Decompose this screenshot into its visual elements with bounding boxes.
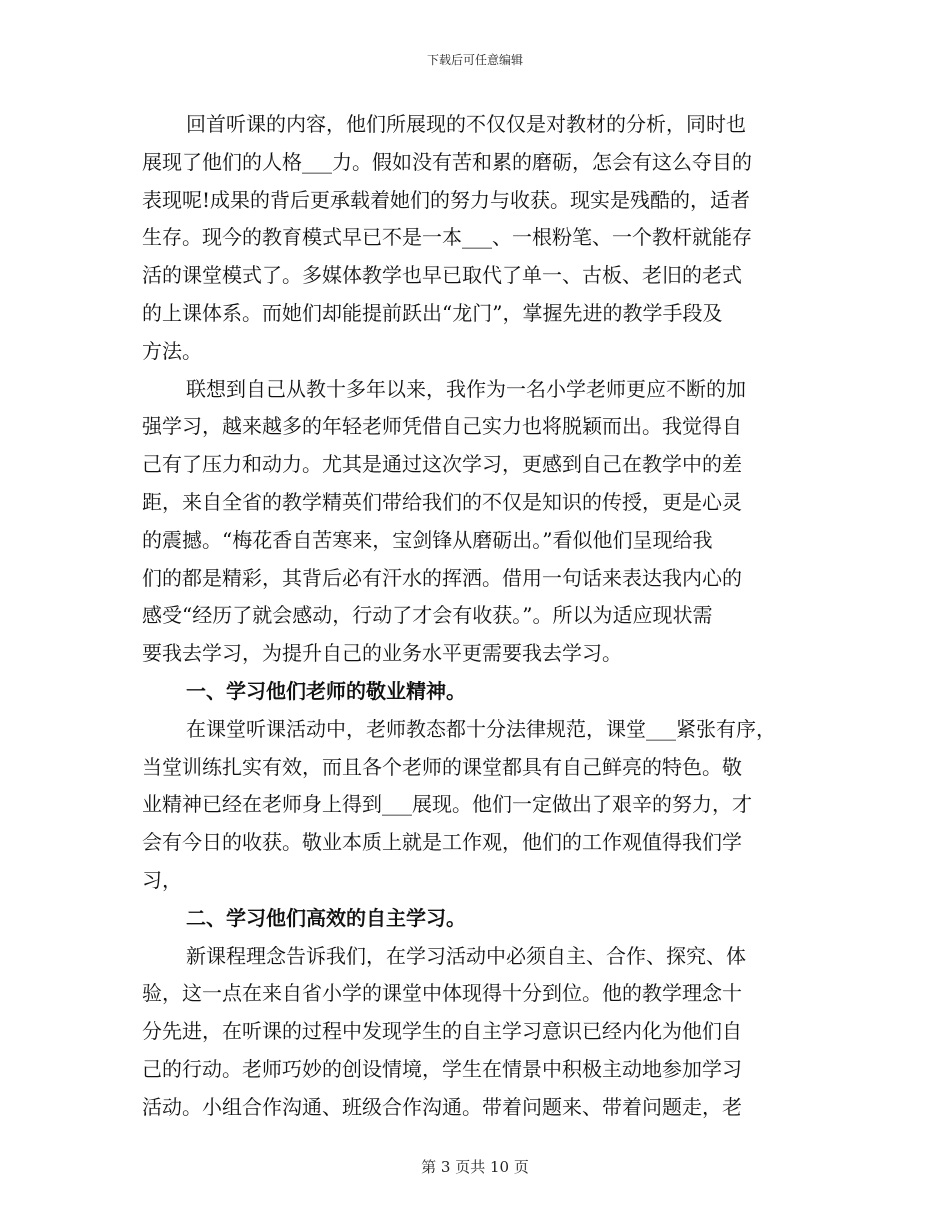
text-line: 会有今日的收获。敬业本质上就是工作观，他们的工作观值得我们学: [142, 830, 742, 855]
paragraph-3: [142, 711, 812, 900]
text-line: 新课程理念告诉我们，在学习活动中必须自主、合作、探究、体: [186, 943, 746, 968]
text-line: 习，: [142, 867, 182, 892]
text-line: 的上课体系。而她们却能提前跃出“龙门”，掌握先进的教学手段及: [142, 300, 723, 325]
text-line: 当堂训练扎实有效，而且各个老师的课堂都具有自己鲜亮的特色。敬: [142, 754, 742, 779]
text-line: 距，来自全省的教学精英们带给我们的不仅是知识的传授，更是心灵: [142, 489, 742, 514]
text-line: 在课堂听课活动中，老师教态都十分法律规范，课堂___紧张有序，: [186, 716, 776, 741]
text-line: 活动。小组合作沟通、班级合作沟通。带着问题来、带着问题走，老: [142, 1094, 742, 1119]
text-line: 己有了压力和动力。尤其是通过这次学习，更感到自己在教学中的差: [142, 452, 742, 477]
text-line: 分先进，在听课的过程中发现学生的自主学习意识已经内化为他们自: [142, 1019, 742, 1044]
text-line: 的震撼。“梅花香自苦寒来，宝剑锋从磨砺出。”看似他们呈现给我: [142, 527, 713, 552]
heading-line: 一、学习他们老师的敬业精神。: [186, 678, 466, 703]
text-line: 方法。: [142, 338, 202, 363]
document-body: [142, 106, 812, 1127]
section-heading-1: [142, 673, 812, 711]
text-line: 表现呢!成果的背后更承载着她们的努力与收获。现实是残酷的，适者: [142, 187, 751, 212]
paragraph-2: [142, 371, 812, 673]
text-line: 活的课堂模式了。多媒体教学也早已取代了单一、古板、老旧的老式: [142, 263, 742, 288]
text-line: 回首听课的内容，他们所展现的不仅仅是对教材的分析，同时也: [186, 112, 746, 136]
text-line: 强学习，越来越多的年轻老师凭借自己实力也将脱颖而出。我觉得自: [142, 414, 742, 439]
text-line: 要我去学习，为提升自己的业务水平更需要我去学习。: [142, 641, 622, 666]
text-line: 验，这一点在来自省小学的课堂中体现得十分到位。他的教学理念十: [142, 981, 742, 1006]
text-line: 感受“经历了就会感动，行动了才会有收获。”。所以为适应现状需: [142, 603, 713, 628]
heading-line: 二、学习他们高效的自主学习。: [186, 905, 466, 930]
text-line: 业精神已经在老师身上得到___展现。他们一定做出了艰辛的努力，才: [142, 792, 752, 817]
text-line: 们的都是精彩，其背后必有汗水的挥洒。借用一句话来表达我内心的: [142, 565, 742, 590]
paragraph-1: [142, 106, 812, 371]
text-line: 展现了他们的人格___力。假如没有苦和累的磨砺，怎会有这么夺目的: [142, 149, 752, 174]
text-line: 己的行动。老师巧妙的创设情境，学生在情景中积极主动地参加学习: [142, 1056, 742, 1081]
section-heading-2: [142, 900, 812, 938]
text-line: 联想到自己从教十多年以来，我作为一名小学老师更应不断的加: [186, 376, 746, 401]
text-line: 生存。现今的教育模式早已不是一本___、一根粉笔、一个教杆就能存: [142, 225, 752, 250]
page-header: 下载后可任意编辑: [426, 53, 523, 67]
paragraph-4: [142, 938, 812, 1127]
page-footer: 第 3 页共 10 页: [421, 1158, 529, 1176]
